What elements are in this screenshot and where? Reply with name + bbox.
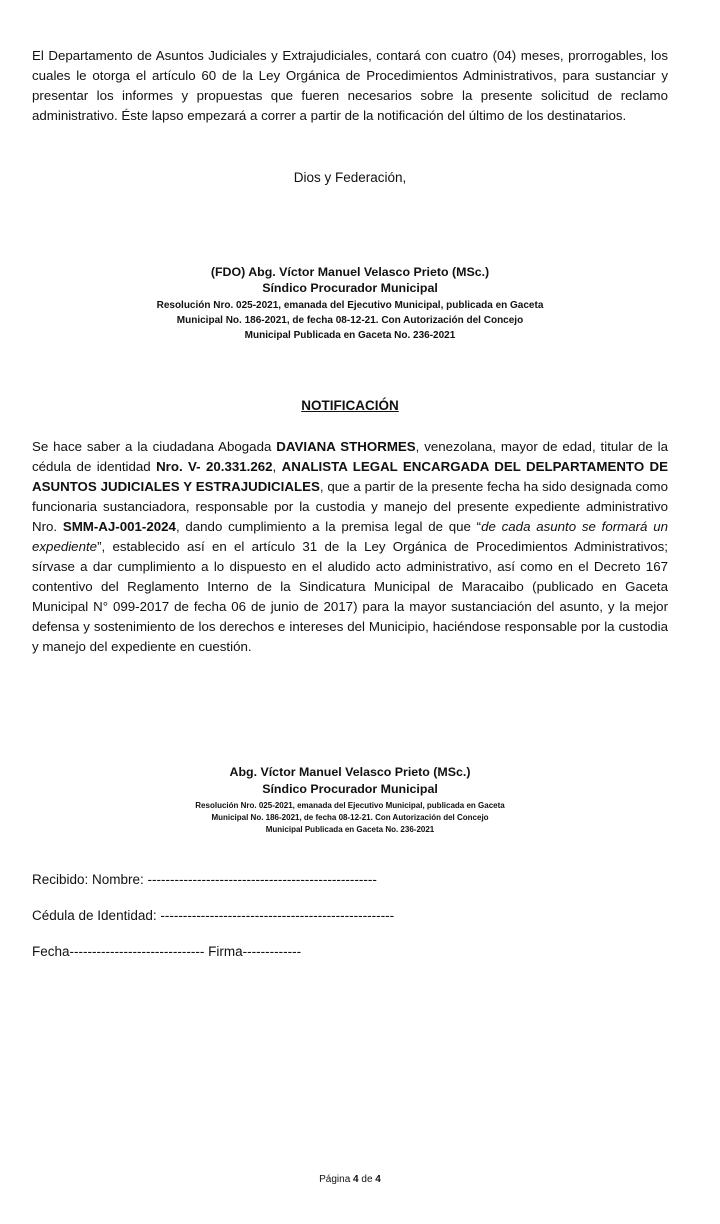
- notified-person-name: DAVIANA STHORMES: [276, 439, 416, 454]
- signatory-name: Abg. Víctor Manuel Velasco Prieto (MSc.): [229, 765, 471, 779]
- date-signature-field: Fecha------------------------------ Firma-------------: [32, 944, 302, 959]
- page-number: [0, 1174, 700, 1185]
- current-page: 4: [353, 1174, 359, 1185]
- signatory-role: Síndico Procurador Municipal: [262, 782, 438, 796]
- id-card-field: Cédula de Identidad: ----------------------------------------------------: [32, 908, 395, 923]
- notification-title: NOTIFICACIÓN: [301, 398, 399, 413]
- signatory-resolution: [0, 800, 700, 836]
- legal-quote: de cada asunto se formará un expediente: [32, 519, 668, 554]
- notification-text: , que a partir de la presente fecha ha sido designada como funcionaria sustanciadora, responsable por la custodia y manejo del presente expediente administrativo Nro.: [32, 479, 669, 534]
- page-separator: de: [358, 1174, 376, 1185]
- id-number: Nro. V- 20.331.262: [156, 459, 273, 474]
- position-title: ANALISTA LEGAL ENCARGADA DEL DELPARTAMENTO DE ASUNTOS JUDICIALES Y ESTRAJUDICIALES: [32, 459, 669, 494]
- resolution-line: Resolución Nro. 025-2021, emanada del Ejecutivo Municipal, publicada en Gaceta: [156, 300, 544, 311]
- notification-paragraph: [32, 437, 668, 657]
- notification-text: , dando cumplimiento a la premisa legal de que “: [175, 519, 482, 534]
- resolution-line: Municipal No. 186-2021, de fecha 08-12-21. Con Autorización del Concejo: [176, 315, 524, 326]
- closing-salutation: Dios y Federación,: [293, 170, 407, 185]
- deadline-paragraph: El Departamento de Asuntos Judiciales y Extrajudiciales, contará con cuatro (04) meses, prorrogables, los cuales le otorga el artículo 60 de la Ley Orgánica de Procedimientos Administrativos, para sustanciar y presentar los informes y propuestas que fueren necesarios sobre la presente solicitud de reclamo administrativo. Éste lapso empezará a correr a partir de la notificación del último de los destinatarios.: [32, 48, 668, 123]
- signatory-role: Síndico Procurador Municipal: [262, 281, 438, 295]
- signatory-resolution: [0, 298, 700, 343]
- resolution-line: Municipal Publicada en Gaceta No. 236-2021: [265, 825, 435, 834]
- notification-text: Se hace saber a la ciudadana Abogada: [32, 439, 277, 454]
- received-name-field: Recibido: Nombre: ---------------------------------------------------: [32, 872, 377, 887]
- page-label: Página: [319, 1174, 354, 1185]
- resolution-line: Municipal Publicada en Gaceta No. 236-2021: [244, 330, 456, 341]
- file-number: SMM-AJ-001-2024: [62, 519, 176, 534]
- resolution-line: Resolución Nro. 025-2021, emanada del Ejecutivo Municipal, publicada en Gaceta: [195, 801, 505, 810]
- resolution-line: Municipal No. 186-2021, de fecha 08-12-21. Con Autorización del Concejo: [211, 813, 489, 822]
- notification-text: ”, establecido así en el artículo 31 de la Ley Orgánica de Procedimientos Administrativos; sírvase a dar cumplimiento a lo dispuesto en el aludido acto administrativo, así como en el Decreto 167 contentivo del Reglamento Interno de la Sindicatura Municipal de Maracaibo (publicado en Gaceta Municipal N° 099-2017 de fecha 06 de junio de 2017) para la mayor sustanciación del asunto, y la mejor defensa y sostenimiento de los derechos e intereses del Municipio, haciéndose responsable por la custodia y manejo del expediente en cuestión.: [32, 539, 668, 654]
- notification-text: ,: [272, 459, 282, 474]
- notification-text: , venezolana, mayor de edad, titular de la cédula de identidad: [32, 439, 668, 474]
- signatory-name: (FDO) Abg. Víctor Manuel Velasco Prieto (MSc.): [210, 265, 490, 279]
- total-pages: 4: [375, 1174, 381, 1185]
